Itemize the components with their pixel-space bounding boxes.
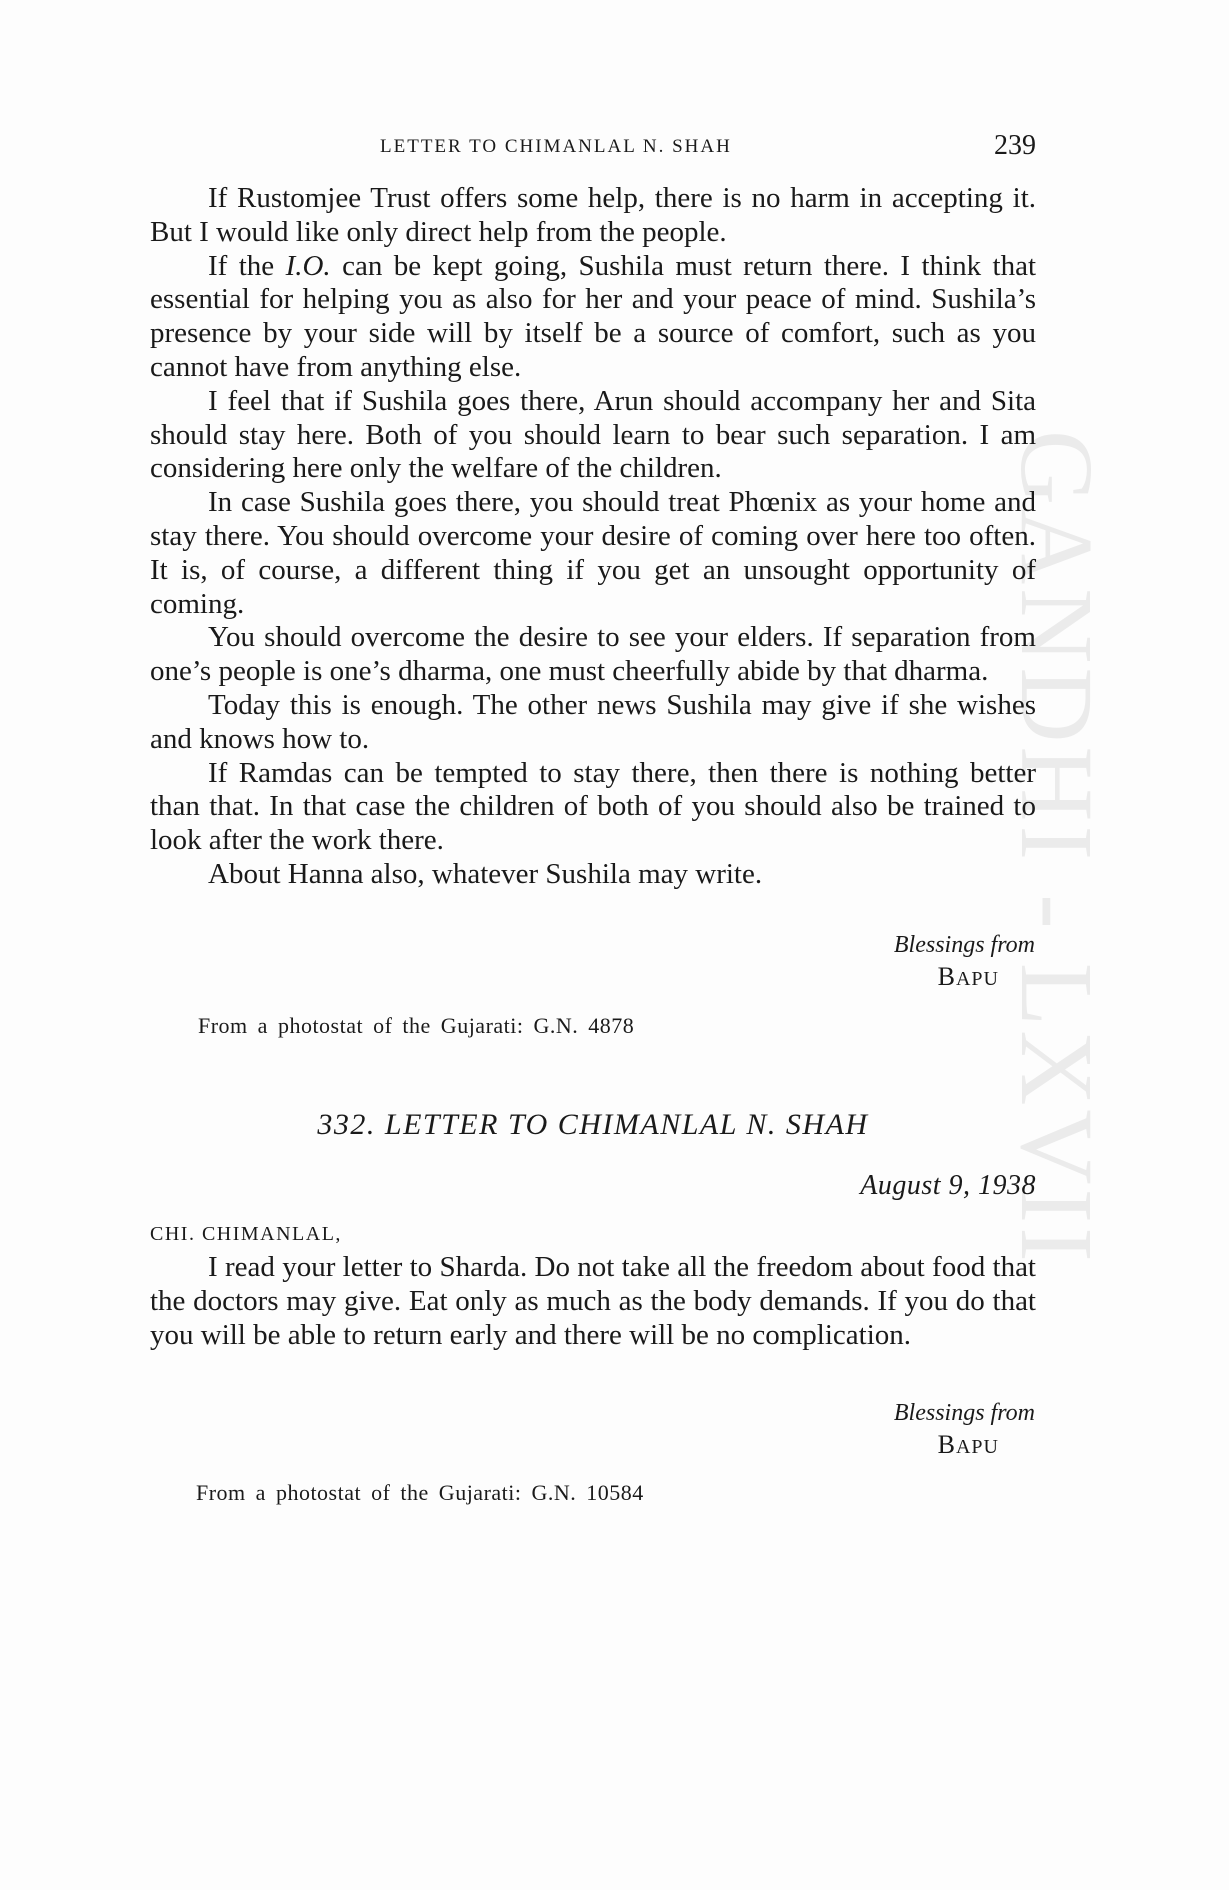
signature-initial: B xyxy=(937,962,956,991)
letter-date: August 9, 1938 xyxy=(860,1170,1036,1201)
paragraph xyxy=(150,250,1036,385)
letter-body xyxy=(150,1251,1036,1352)
source-note-previous: From a photostat of the Gujarati: G.N. 4878 xyxy=(198,1013,635,1038)
emphasis-io: I.O. xyxy=(285,249,331,282)
paragraph-text: If the xyxy=(208,249,286,282)
salutation: CHI. CHIMANLAL, xyxy=(150,1223,342,1245)
page-number: 239 xyxy=(994,130,1036,161)
paragraph: I feel that if Sushila goes there, Arun should accompany her and Sita should stay here. Both of you should learn to bear such separation. I am considering here only the welfare of the children. xyxy=(150,384,1036,485)
signature xyxy=(894,960,999,996)
running-header xyxy=(150,130,1036,166)
letter-body-previous xyxy=(150,182,1036,892)
blessings-line: Blessings from xyxy=(893,932,1035,958)
source-note: From a photostat of the Gujarati: G.N. 10584 xyxy=(196,1480,644,1505)
paragraph: If Ramdas can be tempted to stay there, then there is nothing better than that. In that case the children of both of you should also be trained to look after the work there. xyxy=(150,756,1036,857)
paragraph-text: can be kept going, Sushila must return there. I think that essential for helping you as also for her and your peace of mind. Sushila’s presence by your side will by itself be a source of comfort, such as you cannot have from anything else. xyxy=(150,249,1036,383)
blessings-line: Blessings from xyxy=(893,1400,1035,1426)
signature xyxy=(894,1428,999,1464)
paragraph: About Hanna also, whatever Sushila may write. xyxy=(208,857,763,890)
signoff-previous xyxy=(894,930,1035,996)
watermark: GANDHI - LXVII xyxy=(999,430,1114,1266)
signature-rest: APU xyxy=(955,1436,999,1458)
signature-rest: APU xyxy=(955,968,999,990)
paragraph: I read your letter to Sharda. Do not take all the freedom about food that the doctors may give. Eat only as much as the body demands. If you do that you will be able to return early and there will be no complication. xyxy=(150,1251,1036,1351)
running-title: LETTER TO CHIMANLAL N. SHAH xyxy=(380,136,732,157)
paragraph: If Rustomjee Trust offers some help, there is no harm in accepting it. But I would like only direct help from the people. xyxy=(150,182,1036,248)
signoff xyxy=(894,1398,1035,1464)
paragraph: Today this is enough. The other news Sushila may give if she wishes and knows how to. xyxy=(150,688,1036,755)
paragraph: In case Sushila goes there, you should treat Phœnix as your home and stay there. You should overcome your desire of coming over here too often. It is, of course, a different thing if you get an unsought opportunity of coming. xyxy=(150,486,1036,620)
paragraph: You should overcome the desire to see your elders. If separation from one’s people is one’s dharma, one must cheerfully abide by that dharma. xyxy=(150,621,1036,688)
document-heading: 332. LETTER TO CHIMANLAL N. SHAH xyxy=(317,1108,869,1141)
signature-initial: B xyxy=(937,1430,956,1459)
